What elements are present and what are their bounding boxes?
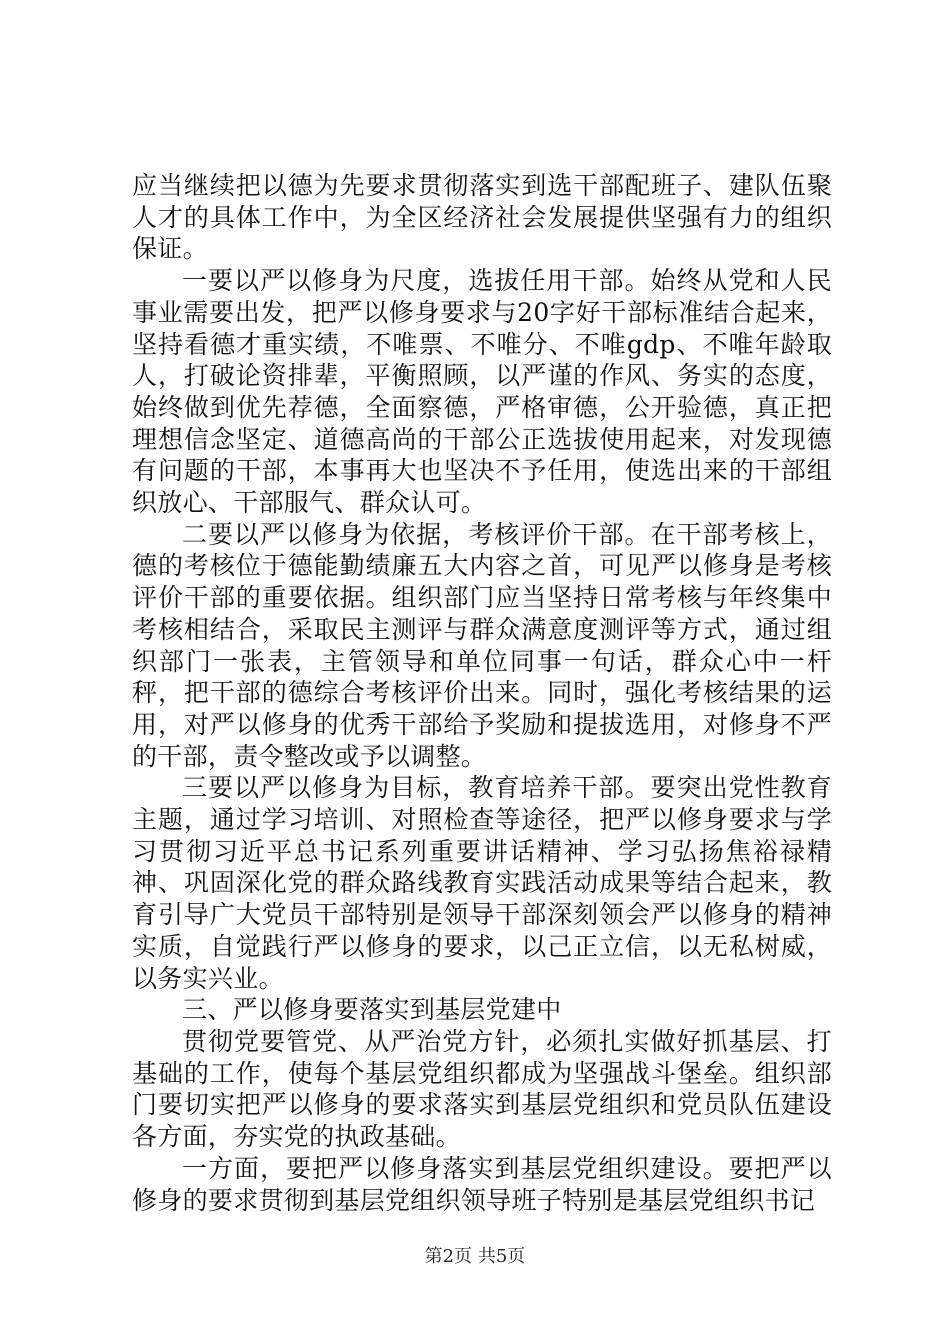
paragraph-grassroots: 贯彻党要管党、从严治党方针，必须扎实做好抓基层、打基础的工作，使每个基层党组织都成为坚强战斗堡垒。组织部门要切实把严以修身的要求落实到基层党组织和党员队伍建设各方面，夯实党的执政基础。 [132,1026,832,1152]
paragraph-organization: 一方面，要把严以修身落实到基层党组织建设。要把严以修身的要求贯彻到基层党组织领导班子特别是基层党组织书记 [132,1153,832,1215]
document-body [132,170,832,1216]
paragraph-continuation: 应当继续把以德为先要求贯彻落实到选干部配班子、建队伍聚人才的具体工作中，为全区经济社会发展提供坚强有力的组织保证。 [132,171,832,264]
paragraph-education: 三要以严以修身为目标，教育培养干部。要突出党性教育主题，通过学习培训、对照检查等途径，把严以修身要求与学习贯彻习近平总书记系列重要讲话精神、学习弘扬焦裕禄精神、巩固深化党的群众路线教育实践活动成果等结合起来，教育引导广大党员干部特别是领导干部深刻领会严以修身的精神实质，自觉践行严以修身的要求，以己正立信，以无私树威，以务实兴业。 [132,773,832,993]
paragraph-selection: 一要以严以修身为尺度，选拔任用干部。始终从党和人民事业需要出发，把严以修身要求与20字好干部标准结合起来，坚持看德才重实绩，不唯票、不唯分、不唯gdp、不唯年龄取人，打破论资排辈，平衡照顾，以严谨的作风、务实的态度，始终做到优先荐德，全面察德，严格审德，公开验德，真正把理想信念坚定、道德高尚的干部公正选拔使用起来，对发现德有问题的干部，本事再大也坚决不予任用，使选出来的干部组织放心、干部服气、群众认可。 [132,266,832,518]
section-heading: 三、严以修身要落实到基层党建中 [182,995,562,1025]
page-number-footer: 第2页 共5页 [424,1246,526,1267]
paragraph-evaluation: 二要以严以修身为依据，考核评价干部。在干部考核上，德的考核位于德能勤绩廉五大内容之首，可见严以修身是考核评价干部的重要依据。组织部门应当坚持日常考核与年终集中考核相结合，采取民主测评与群众满意度测评等方式，通过组织部门一张表，主管领导和单位同事一句话，群众心中一杆秤，把干部的德综合考核评价出来。同时，强化考核结果的运用，对严以修身的优秀干部给予奖励和提拔选用，对修身不严的干部，责令整改或予以调整。 [132,519,832,771]
